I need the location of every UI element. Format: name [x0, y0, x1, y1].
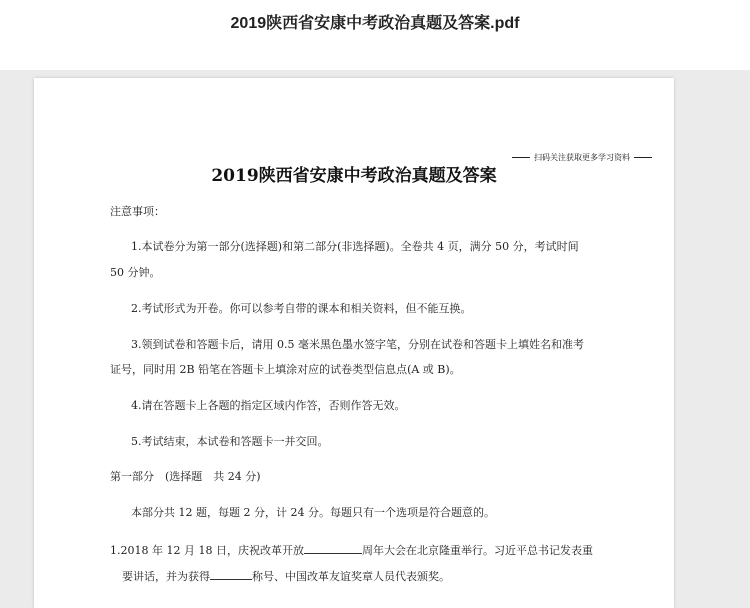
question-1-text-a: 1.2018 年 12 月 18 日，庆祝改革开放 — [110, 544, 304, 557]
notice-1-line1: 1.本试卷分为第一部分(选择题)和第二部分(非选择题)。全卷共 4 页，满分 50 分，考试时间 — [131, 240, 579, 253]
notice-4: 4.请在答题卡上各题的指定区域内作答，否则作答无效。 — [131, 399, 406, 412]
notice-heading: 注意事项： — [110, 205, 165, 218]
answer-blank-2 — [210, 568, 252, 580]
qr-note-text: 扫码关注获取更多学习资料 — [534, 153, 630, 162]
question-1-line1 — [110, 542, 593, 558]
left-dash — [512, 157, 530, 158]
pdf-page — [34, 78, 674, 608]
notice-3-line1: 3.领到试卷和答题卡后，请用 0.5 毫米黑色墨水签字笔，分别在试卷和答题卡上填姓名和准考 — [131, 338, 584, 351]
right-dash — [634, 157, 652, 158]
viewer-toolbar — [0, 0, 750, 70]
answer-blank-1 — [304, 542, 362, 554]
notice-3-line2: 证号，同时用 2B 铅笔在答题卡上填涂对应的试卷类型信息点(A 或 B)。 — [110, 363, 461, 376]
notice-5: 5.考试结束，本试卷和答题卡一并交回。 — [131, 435, 329, 448]
question-1-text-d: 称号、中国改革友谊奖章人员代表颁奖。 — [252, 570, 450, 583]
file-name-title: 2019陕西省安康中考政治真题及答案.pdf — [230, 15, 520, 32]
question-1-line2 — [122, 568, 450, 584]
part1-description: 本部分共 12 题，每题 2 分，计 24 分。每题只有一个选项是符合题意的。 — [131, 506, 495, 519]
document-title: 2019陕西省安康中考政治真题及答案 — [211, 166, 497, 186]
question-1-text-c: 要讲话，并为获得 — [122, 570, 210, 583]
notice-2: 2.考试形式为开卷。你可以参考自带的课本和相关资料，但不能互换。 — [131, 302, 472, 315]
part1-heading: 第一部分 (选择题 共 24 分) — [110, 470, 261, 483]
question-1-text-b: 周年大会在北京隆重举行。习近平总书记发表重 — [361, 544, 593, 557]
notice-1-line2: 50 分钟。 — [110, 266, 161, 279]
